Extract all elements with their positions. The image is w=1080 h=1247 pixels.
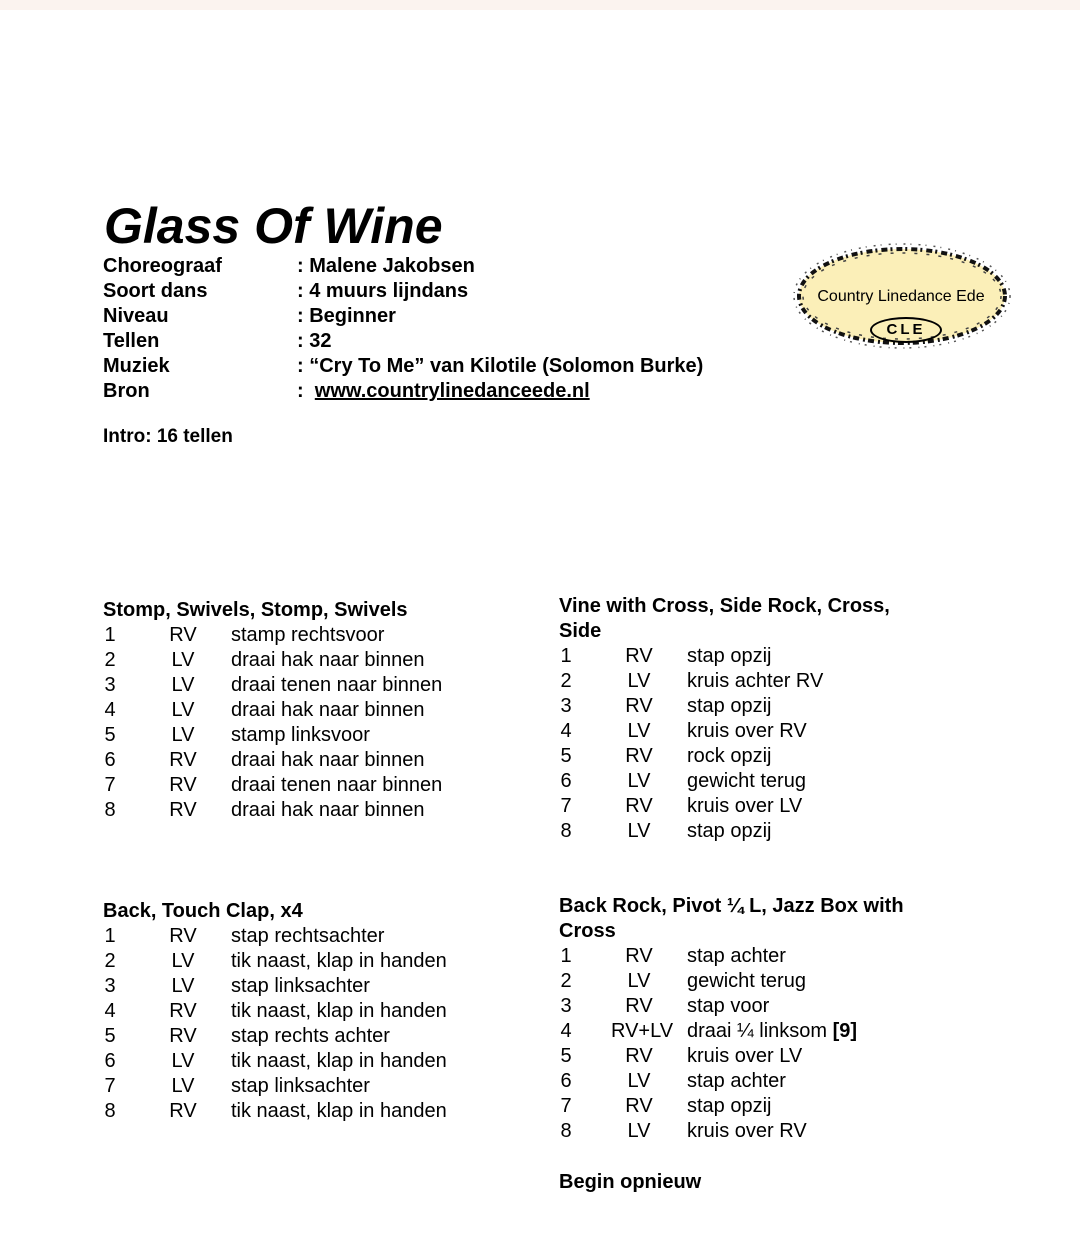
step-description: stap voor <box>687 995 770 1017</box>
step-description-text: draai ¼ linksom <box>687 1020 833 1042</box>
logo-name: Country Linedance Ede <box>817 288 985 305</box>
step-description: draai hak naar binnen <box>231 649 425 671</box>
step-row <box>103 723 408 748</box>
step-count: 6 <box>560 770 572 792</box>
step-row <box>559 694 890 719</box>
restart-note: Begin opnieuw <box>559 1171 702 1193</box>
dance-title: Glass Of Wine <box>104 198 443 254</box>
step-description: draai hak naar binnen <box>231 799 425 821</box>
step-count: 6 <box>104 749 116 771</box>
step-foot: LV <box>171 699 195 721</box>
step-foot: LV <box>627 820 651 842</box>
step-row <box>103 1024 390 1049</box>
section-title: Vine with Cross, Side Rock, Cross, <box>559 595 890 617</box>
step-foot: RV <box>625 1045 653 1067</box>
step-row <box>559 1044 904 1069</box>
step-count: 5 <box>104 724 116 746</box>
step-foot: LV <box>171 674 195 696</box>
step-row <box>559 719 890 744</box>
step-description: stap opzij <box>687 695 772 717</box>
step-count: 1 <box>104 925 116 947</box>
step-description: draai hak naar binnen <box>231 699 425 721</box>
info-value: : Malene Jakobsen <box>297 255 475 277</box>
step-foot: LV <box>627 1070 651 1092</box>
step-description <box>687 1019 857 1044</box>
step-foot: RV <box>625 1095 653 1117</box>
step-foot: RV <box>625 745 653 767</box>
step-count: 7 <box>104 1075 116 1097</box>
step-row <box>103 698 425 723</box>
info-value <box>297 379 590 404</box>
step-row <box>103 924 385 949</box>
section-back-rock-pivot <box>559 894 904 1144</box>
info-label: Tellen <box>103 330 160 352</box>
step-row <box>559 819 890 844</box>
top-edge <box>0 0 1080 10</box>
section-title: Stomp, Swivels, Stomp, Swivels <box>103 599 408 621</box>
step-description: stap rechts achter <box>231 1025 390 1047</box>
step-count: 7 <box>104 774 116 796</box>
step-description: stap opzij <box>687 820 772 842</box>
info-value: : “Cry To Me” van Kilotile (Solomon Burke) <box>297 355 704 377</box>
step-count: 6 <box>560 1070 572 1092</box>
step-foot: RV <box>169 749 197 771</box>
step-foot: RV <box>625 945 653 967</box>
section-title: Back Rock, Pivot ¼ L, Jazz Box with <box>559 895 904 917</box>
step-row <box>103 648 425 673</box>
step-foot: RV <box>169 774 197 796</box>
info-label: Choreograaf <box>103 255 222 277</box>
step-description: tik naast, klap in handen <box>231 950 447 972</box>
step-foot: RV <box>625 995 653 1017</box>
step-count: 5 <box>104 1025 116 1047</box>
step-foot: RV <box>169 1100 197 1122</box>
step-row <box>559 769 890 794</box>
step-description: draai tenen naar binnen <box>231 774 443 796</box>
step-row <box>103 773 443 798</box>
step-count: 8 <box>104 799 116 821</box>
step-row <box>559 744 890 769</box>
website-link[interactable]: www.countrylinedanceede.nl <box>314 380 590 402</box>
step-row <box>103 673 443 698</box>
step-description: stap achter <box>687 945 786 967</box>
step-foot: LV <box>171 975 195 997</box>
info-value: : Beginner <box>297 305 396 327</box>
info-label: Soort dans <box>103 280 208 302</box>
intro-text: Intro: 16 tellen <box>103 426 233 447</box>
step-row <box>103 1099 447 1124</box>
step-count: 1 <box>104 624 116 646</box>
step-count: 2 <box>104 950 116 972</box>
info-value: : 4 muurs lijndans <box>297 280 469 302</box>
step-row <box>103 974 370 999</box>
step-foot: RV <box>625 695 653 717</box>
step-description: kruis achter RV <box>687 670 824 692</box>
step-count: 4 <box>104 699 116 721</box>
step-foot: LV <box>171 649 195 671</box>
step-row <box>559 1094 904 1119</box>
step-description: stap achter <box>687 1070 786 1092</box>
step-foot: RV <box>169 925 197 947</box>
step-description: stamp rechtsvoor <box>231 624 385 646</box>
step-foot: RV <box>625 795 653 817</box>
step-count: 3 <box>104 975 116 997</box>
step-row <box>559 669 890 694</box>
step-row <box>103 623 408 648</box>
step-description: stap opzij <box>687 1095 772 1117</box>
step-count: 4 <box>560 720 572 742</box>
step-foot: LV <box>627 670 651 692</box>
step-count: 5 <box>560 1045 572 1067</box>
step-row <box>103 999 447 1024</box>
step-row <box>559 644 890 669</box>
step-foot: LV <box>171 950 195 972</box>
step-count: 7 <box>560 795 572 817</box>
step-row <box>559 1119 904 1144</box>
step-foot: RV <box>169 624 197 646</box>
step-foot: RV <box>625 645 653 667</box>
step-count: 2 <box>560 670 572 692</box>
step-foot: LV <box>171 724 195 746</box>
step-description: stap linksachter <box>231 1075 370 1097</box>
step-row <box>103 798 425 823</box>
step-description: kruis over RV <box>687 720 807 742</box>
step-count: 3 <box>560 995 572 1017</box>
step-row <box>559 944 904 969</box>
step-count: 7 <box>560 1095 572 1117</box>
step-foot: LV <box>171 1075 195 1097</box>
step-row <box>103 1049 447 1074</box>
step-count: 8 <box>104 1100 116 1122</box>
step-row <box>559 794 890 819</box>
section-title-continued: Cross <box>559 920 616 942</box>
info-label: Bron <box>103 380 150 402</box>
step-description: draai hak naar binnen <box>231 749 425 771</box>
step-foot: LV <box>171 1050 195 1072</box>
step-description: stap opzij <box>687 645 772 667</box>
step-row <box>103 1074 370 1099</box>
step-count: 1 <box>560 645 572 667</box>
section-title-continued: Side <box>559 620 602 642</box>
info-label: Niveau <box>103 305 169 327</box>
step-description: kruis over LV <box>687 1045 803 1067</box>
step-row <box>559 1019 904 1044</box>
logo-badge: CLE <box>870 317 942 343</box>
step-description: kruis over RV <box>687 1120 807 1142</box>
step-foot: LV <box>627 1120 651 1142</box>
step-count: 4 <box>104 1000 116 1022</box>
step-count: 4 <box>560 1020 572 1042</box>
step-foot: RV <box>169 1025 197 1047</box>
step-count: 5 <box>560 745 572 767</box>
step-description: tik naast, klap in handen <box>231 1100 447 1122</box>
info-label: Muziek <box>103 355 170 377</box>
info-value: : 32 <box>297 330 332 352</box>
step-row <box>559 1069 904 1094</box>
step-foot: RV <box>169 1000 197 1022</box>
step-row <box>103 748 425 773</box>
step-row <box>559 994 904 1019</box>
step-count: 2 <box>560 970 572 992</box>
step-description: tik naast, klap in handen <box>231 1050 447 1072</box>
step-count: 1 <box>560 945 572 967</box>
info-colon: : <box>297 380 304 402</box>
step-row <box>103 949 447 974</box>
step-foot: RV+LV <box>611 1020 674 1042</box>
step-description: tik naast, klap in handen <box>231 1000 447 1022</box>
step-foot: LV <box>627 770 651 792</box>
step-note: [9] <box>832 1020 858 1042</box>
step-foot: LV <box>627 970 651 992</box>
step-description: gewicht terug <box>687 770 806 792</box>
step-description: stap linksachter <box>231 975 370 997</box>
step-description: stamp linksvoor <box>231 724 370 746</box>
section-back-touch-clap <box>103 899 447 1124</box>
step-count: 2 <box>104 649 116 671</box>
step-count: 6 <box>104 1050 116 1072</box>
section-title: Back, Touch Clap, x4 <box>103 900 303 922</box>
step-foot: RV <box>169 799 197 821</box>
step-description: gewicht terug <box>687 970 806 992</box>
step-count: 3 <box>104 674 116 696</box>
step-description: stap rechtsachter <box>231 925 385 947</box>
step-count: 8 <box>560 1120 572 1142</box>
step-row <box>559 969 904 994</box>
step-description: rock opzij <box>687 745 772 767</box>
step-count: 3 <box>560 695 572 717</box>
section-vine-with-cross <box>559 594 890 844</box>
section-stomp-swivels <box>103 598 443 823</box>
step-description: draai tenen naar binnen <box>231 674 443 696</box>
step-description: kruis over LV <box>687 795 803 817</box>
step-foot: LV <box>627 720 651 742</box>
step-count: 8 <box>560 820 572 842</box>
